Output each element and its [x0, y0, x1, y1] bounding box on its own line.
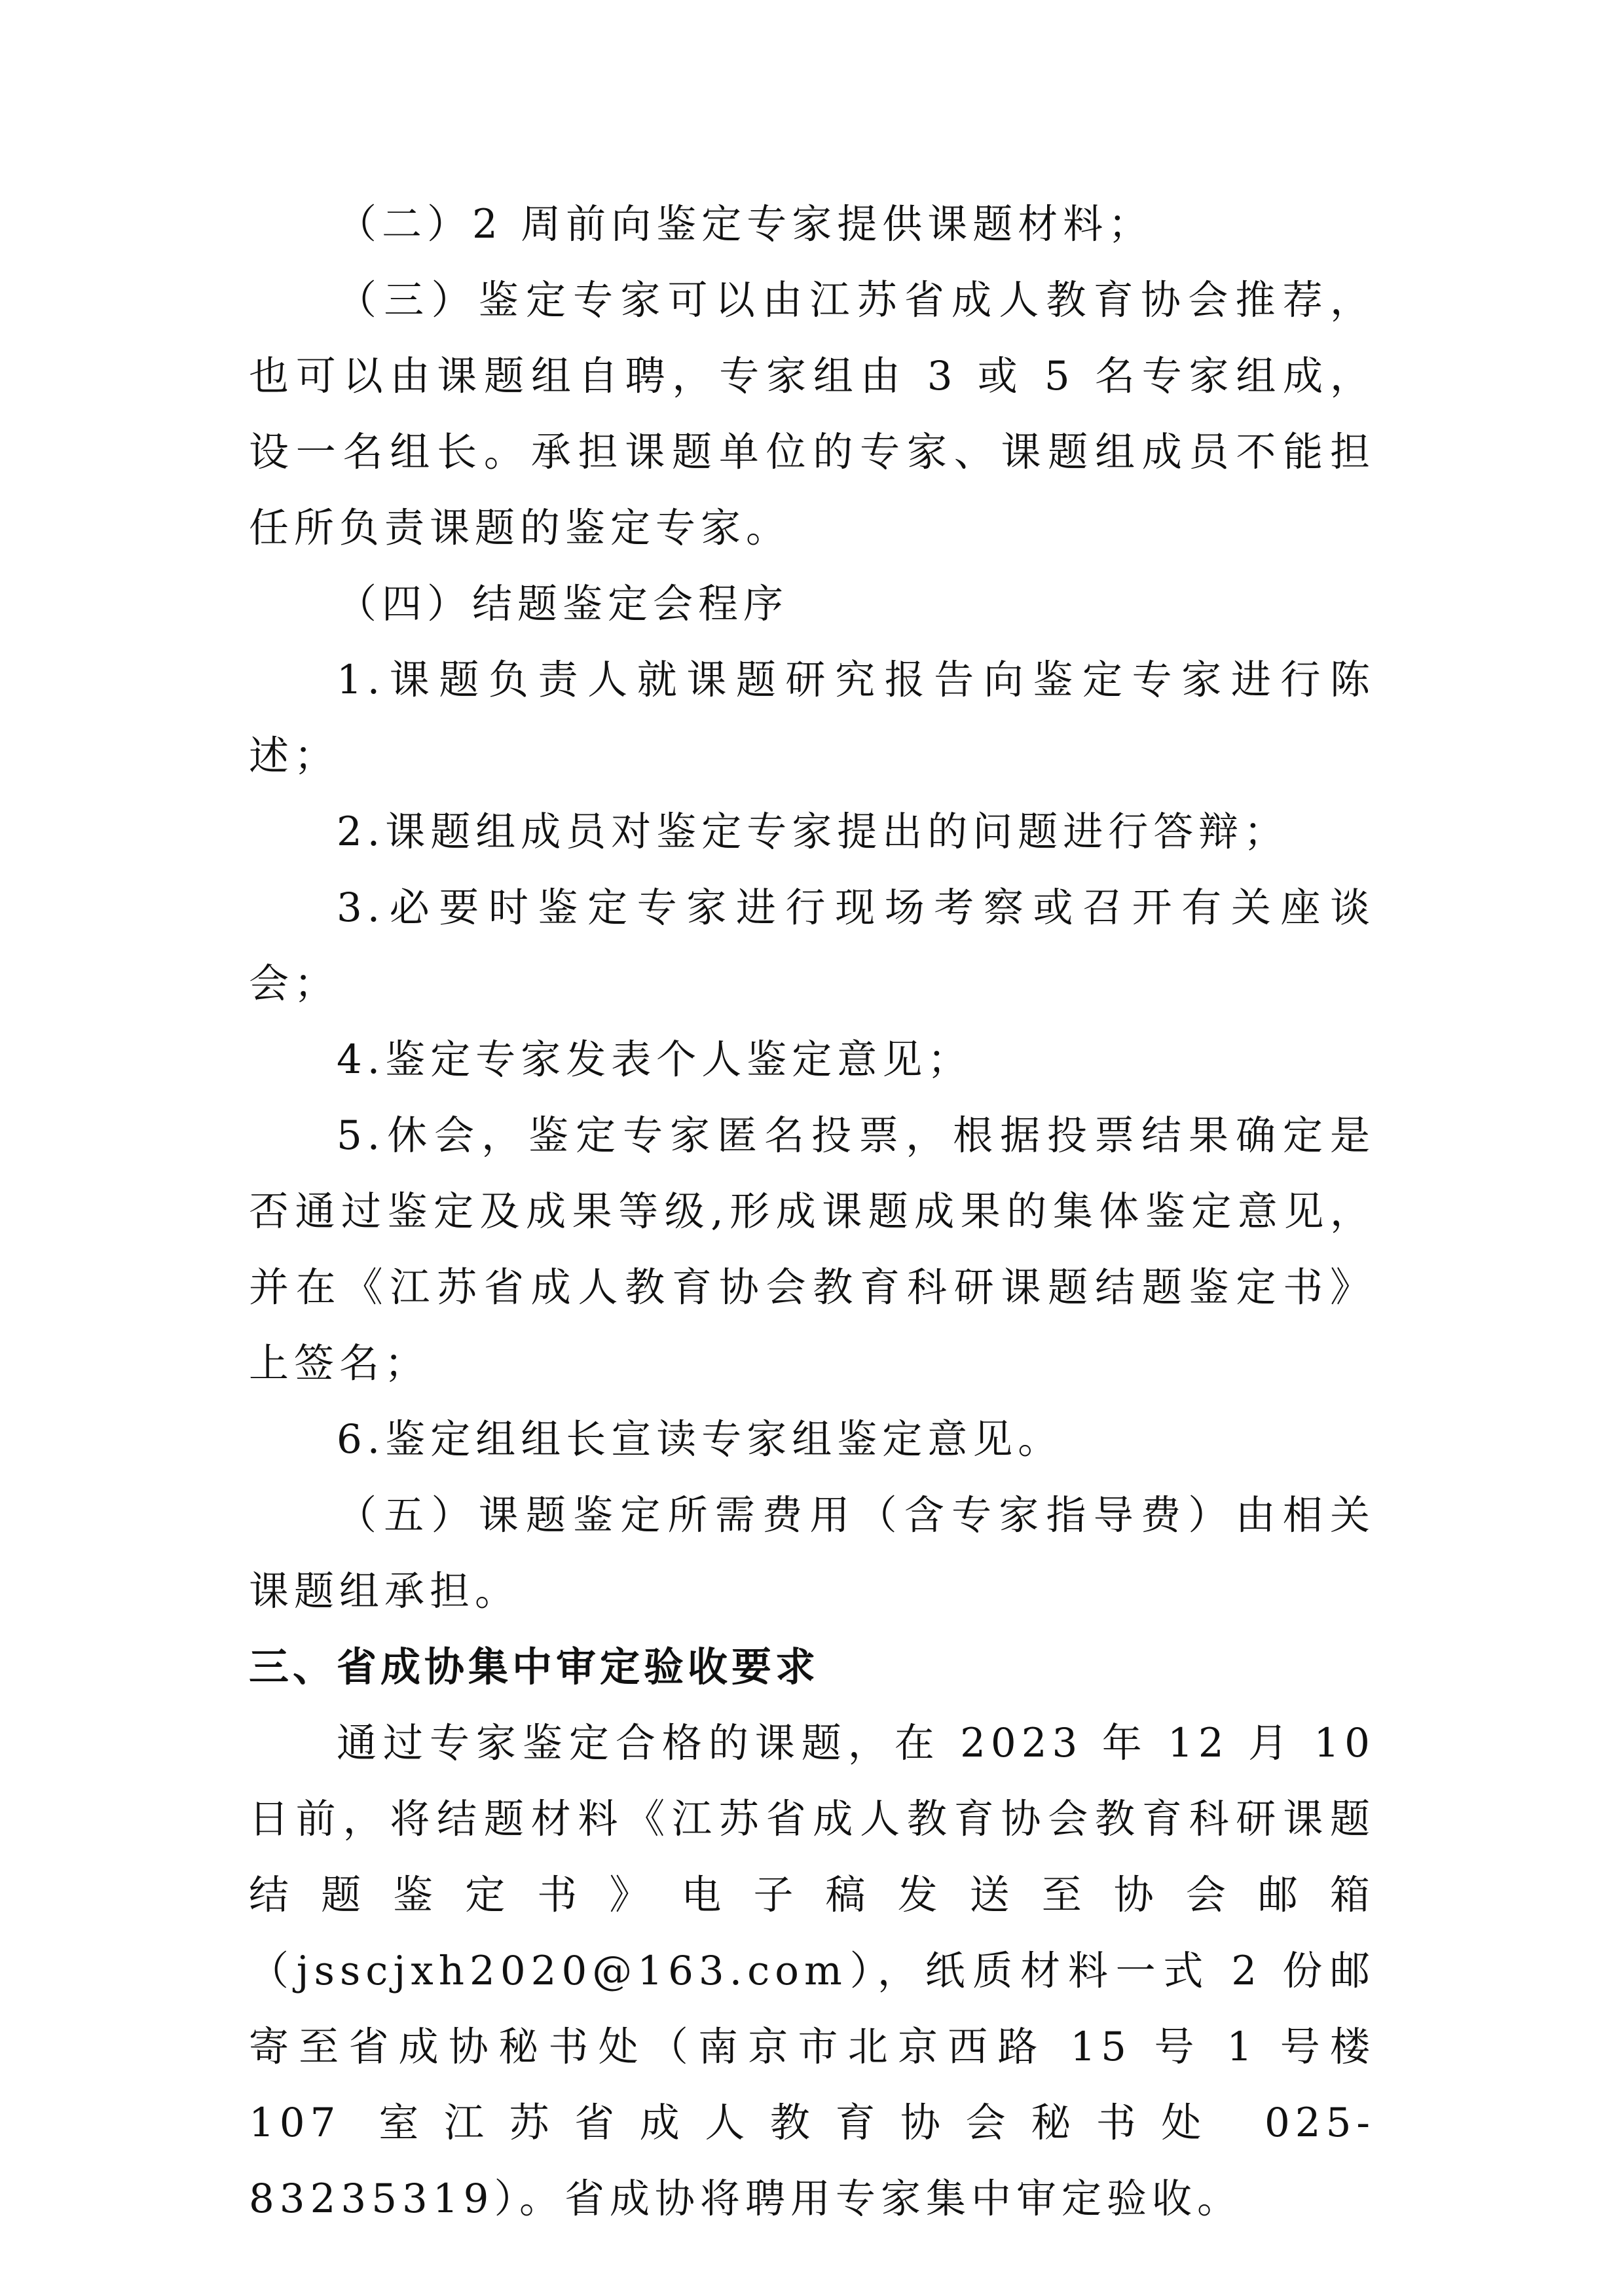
list-item-procedure-6: 6.鉴定组组长宣读专家组鉴定意见。	[337, 1416, 1063, 1463]
list-item-procedure-1: 1.课题负责人就课题研究报告向鉴定专家进行陈述；	[249, 657, 1375, 779]
paragraph-procedure-title: （四）结题鉴定会程序	[337, 581, 789, 627]
paragraph-experts: （三）鉴定专家可以由江苏省成人教育协会推荐，也可以由课题组自聘，专家组由 3 或 5 名专家组成，设一名组长。承担课题单位的专家、课题组成员不能担任所负责课题的鉴定专家。	[249, 277, 1375, 551]
section-heading: 三、省成协集中审定验收要求	[249, 1644, 820, 1690]
list-item-procedure-3: 3.必要时鉴定专家进行现场考察或召开有关座谈会；	[249, 884, 1375, 1007]
paragraph-fees: （五）课题鉴定所需费用（含专家指导费）由相关课题组承担。	[249, 1492, 1375, 1614]
document-body	[249, 187, 1375, 2237]
list-item-procedure-4: 4.鉴定专家发表个人鉴定意见；	[337, 1036, 973, 1083]
list-item-procedure-5: 5.休会，鉴定专家匿名投票，根据投票结果确定是否通过鉴定及成果等级,形成课题成果的集体鉴定意见，并在《江苏省成人教育协会教育科研课题结题鉴定书》上签名；	[249, 1112, 1375, 1387]
paragraph-materials-deadline: （二）2 周前向鉴定专家提供课题材料；	[337, 201, 1154, 247]
list-item-procedure-2: 2.课题组成员对鉴定专家提出的问题进行答辩；	[337, 809, 1289, 855]
paragraph-submission: 通过专家鉴定合格的课题，在 2023 年 12 月 10 日前，将结题材料《江苏省成人教育协会教育科研课题结题鉴定书》电子稿发送至协会邮箱（jsscjxh2020@163.com），纸质材料一式 2 份邮寄至省成协秘书处（南京市北京西路 15 号 1 号楼 107 室江苏省成人教育协会秘书处 025-83235319）。省成协将聘用专家集中审定验收。	[249, 1720, 1375, 2222]
